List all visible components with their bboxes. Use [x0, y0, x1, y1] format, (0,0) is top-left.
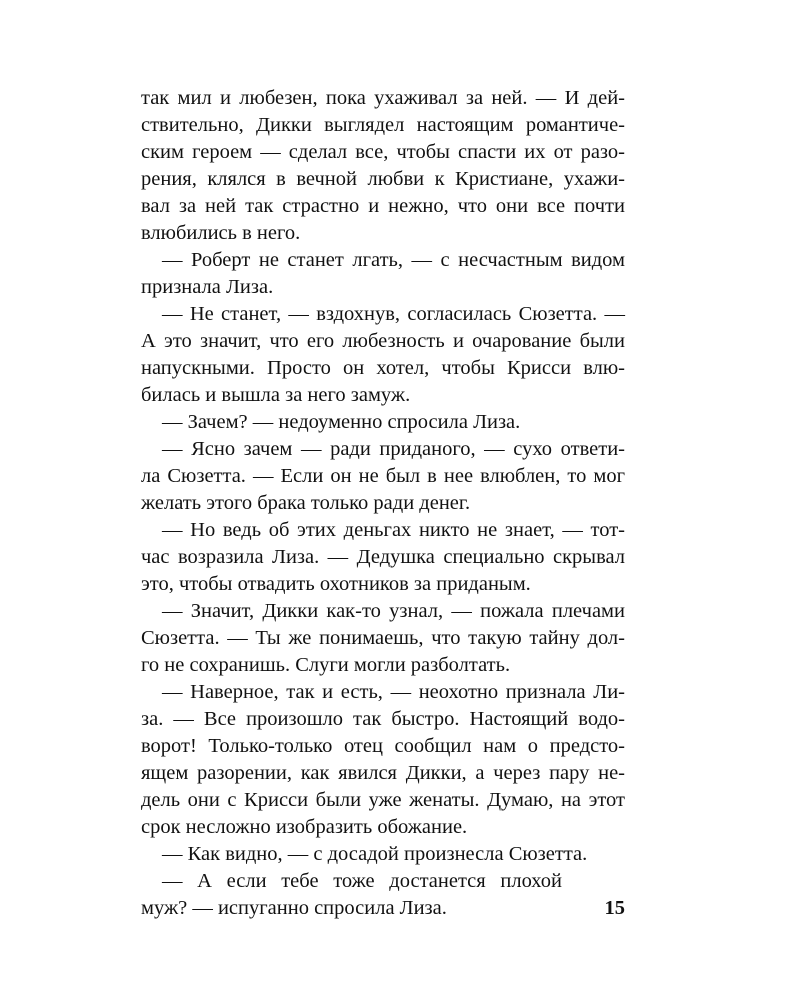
- text-line: — А если тебе тоже достанется плохой: [162, 870, 562, 892]
- text-line: вал за ней так страстно и нежно, что они все почти: [141, 195, 625, 217]
- text-line: рения, клялся в вечной любви к Кристиане, ухажи-: [141, 168, 625, 190]
- text-line: признала Лиза.: [141, 276, 274, 298]
- text-line: час возразила Лиза. — Дедушка специально скрывал: [141, 546, 625, 568]
- text-line: ским героем — сделал все, чтобы спасти их от разо-: [141, 141, 625, 163]
- text-line: ворот! Только-только отец сообщил нам о предсто-: [141, 735, 625, 757]
- text-line: напускными. Просто он хотел, чтобы Крисси влю-: [141, 357, 625, 379]
- last-line-row: [141, 895, 625, 922]
- text-line: ящем разорении, как явился Дикки, а через пару не-: [141, 762, 625, 784]
- text-line: — Ясно зачем — ради приданого, — сухо ответи-: [162, 438, 625, 460]
- text-line: билась и вышла за него замуж.: [141, 384, 411, 406]
- text-line: это, чтобы отвадить охотников за приданым.: [141, 573, 531, 595]
- text-line: — Не станет, — вздохнув, согласилась Сюзетта. —: [162, 303, 625, 325]
- text-line: влюбились в него.: [141, 222, 301, 244]
- text-line: — Как видно, — с досадой произнесла Сюзетта.: [162, 843, 588, 865]
- text-line: так мил и любезен, пока ухаживал за ней. — И дей-: [141, 87, 625, 109]
- text-line: муж? — испуганно спросила Лиза.: [141, 897, 447, 919]
- text-line: дель они с Крисси были уже женаты. Думаю, на этот: [141, 789, 625, 811]
- text-line: А это значит, что его любезность и очарование были: [141, 330, 625, 352]
- text-line: — Значит, Дикки как-то узнал, — пожала плечами: [162, 600, 625, 622]
- text-line: желать этого брака только ради денег.: [141, 492, 471, 514]
- text-line: — Наверное, так и есть, — неохотно признала Ли-: [162, 681, 625, 703]
- text-line: — Роберт не станет лгать, — с несчастным видом: [162, 249, 625, 271]
- body-text: [141, 85, 625, 922]
- text-line: го не сохранишь. Слуги могли разболтать.: [141, 654, 511, 676]
- text-line: ствительно, Дикки выглядел настоящим романтиче-: [141, 114, 625, 136]
- page-number: 15: [604, 897, 625, 919]
- text-line: — Зачем? — недоуменно спросила Лиза.: [162, 411, 521, 433]
- text-line: Сюзетта. — Ты же понимаешь, что такую тайну дол-: [141, 627, 625, 649]
- text-line: за. — Все произошло так быстро. Настоящий водо-: [141, 708, 625, 730]
- text-line: срок несложно изобразить обожание.: [141, 816, 468, 838]
- text-line: ла Сюзетта. — Если он не был в нее влюблен, то мог: [141, 465, 625, 487]
- text-line: — Но ведь об этих деньгах никто не знает, — тот-: [162, 519, 625, 541]
